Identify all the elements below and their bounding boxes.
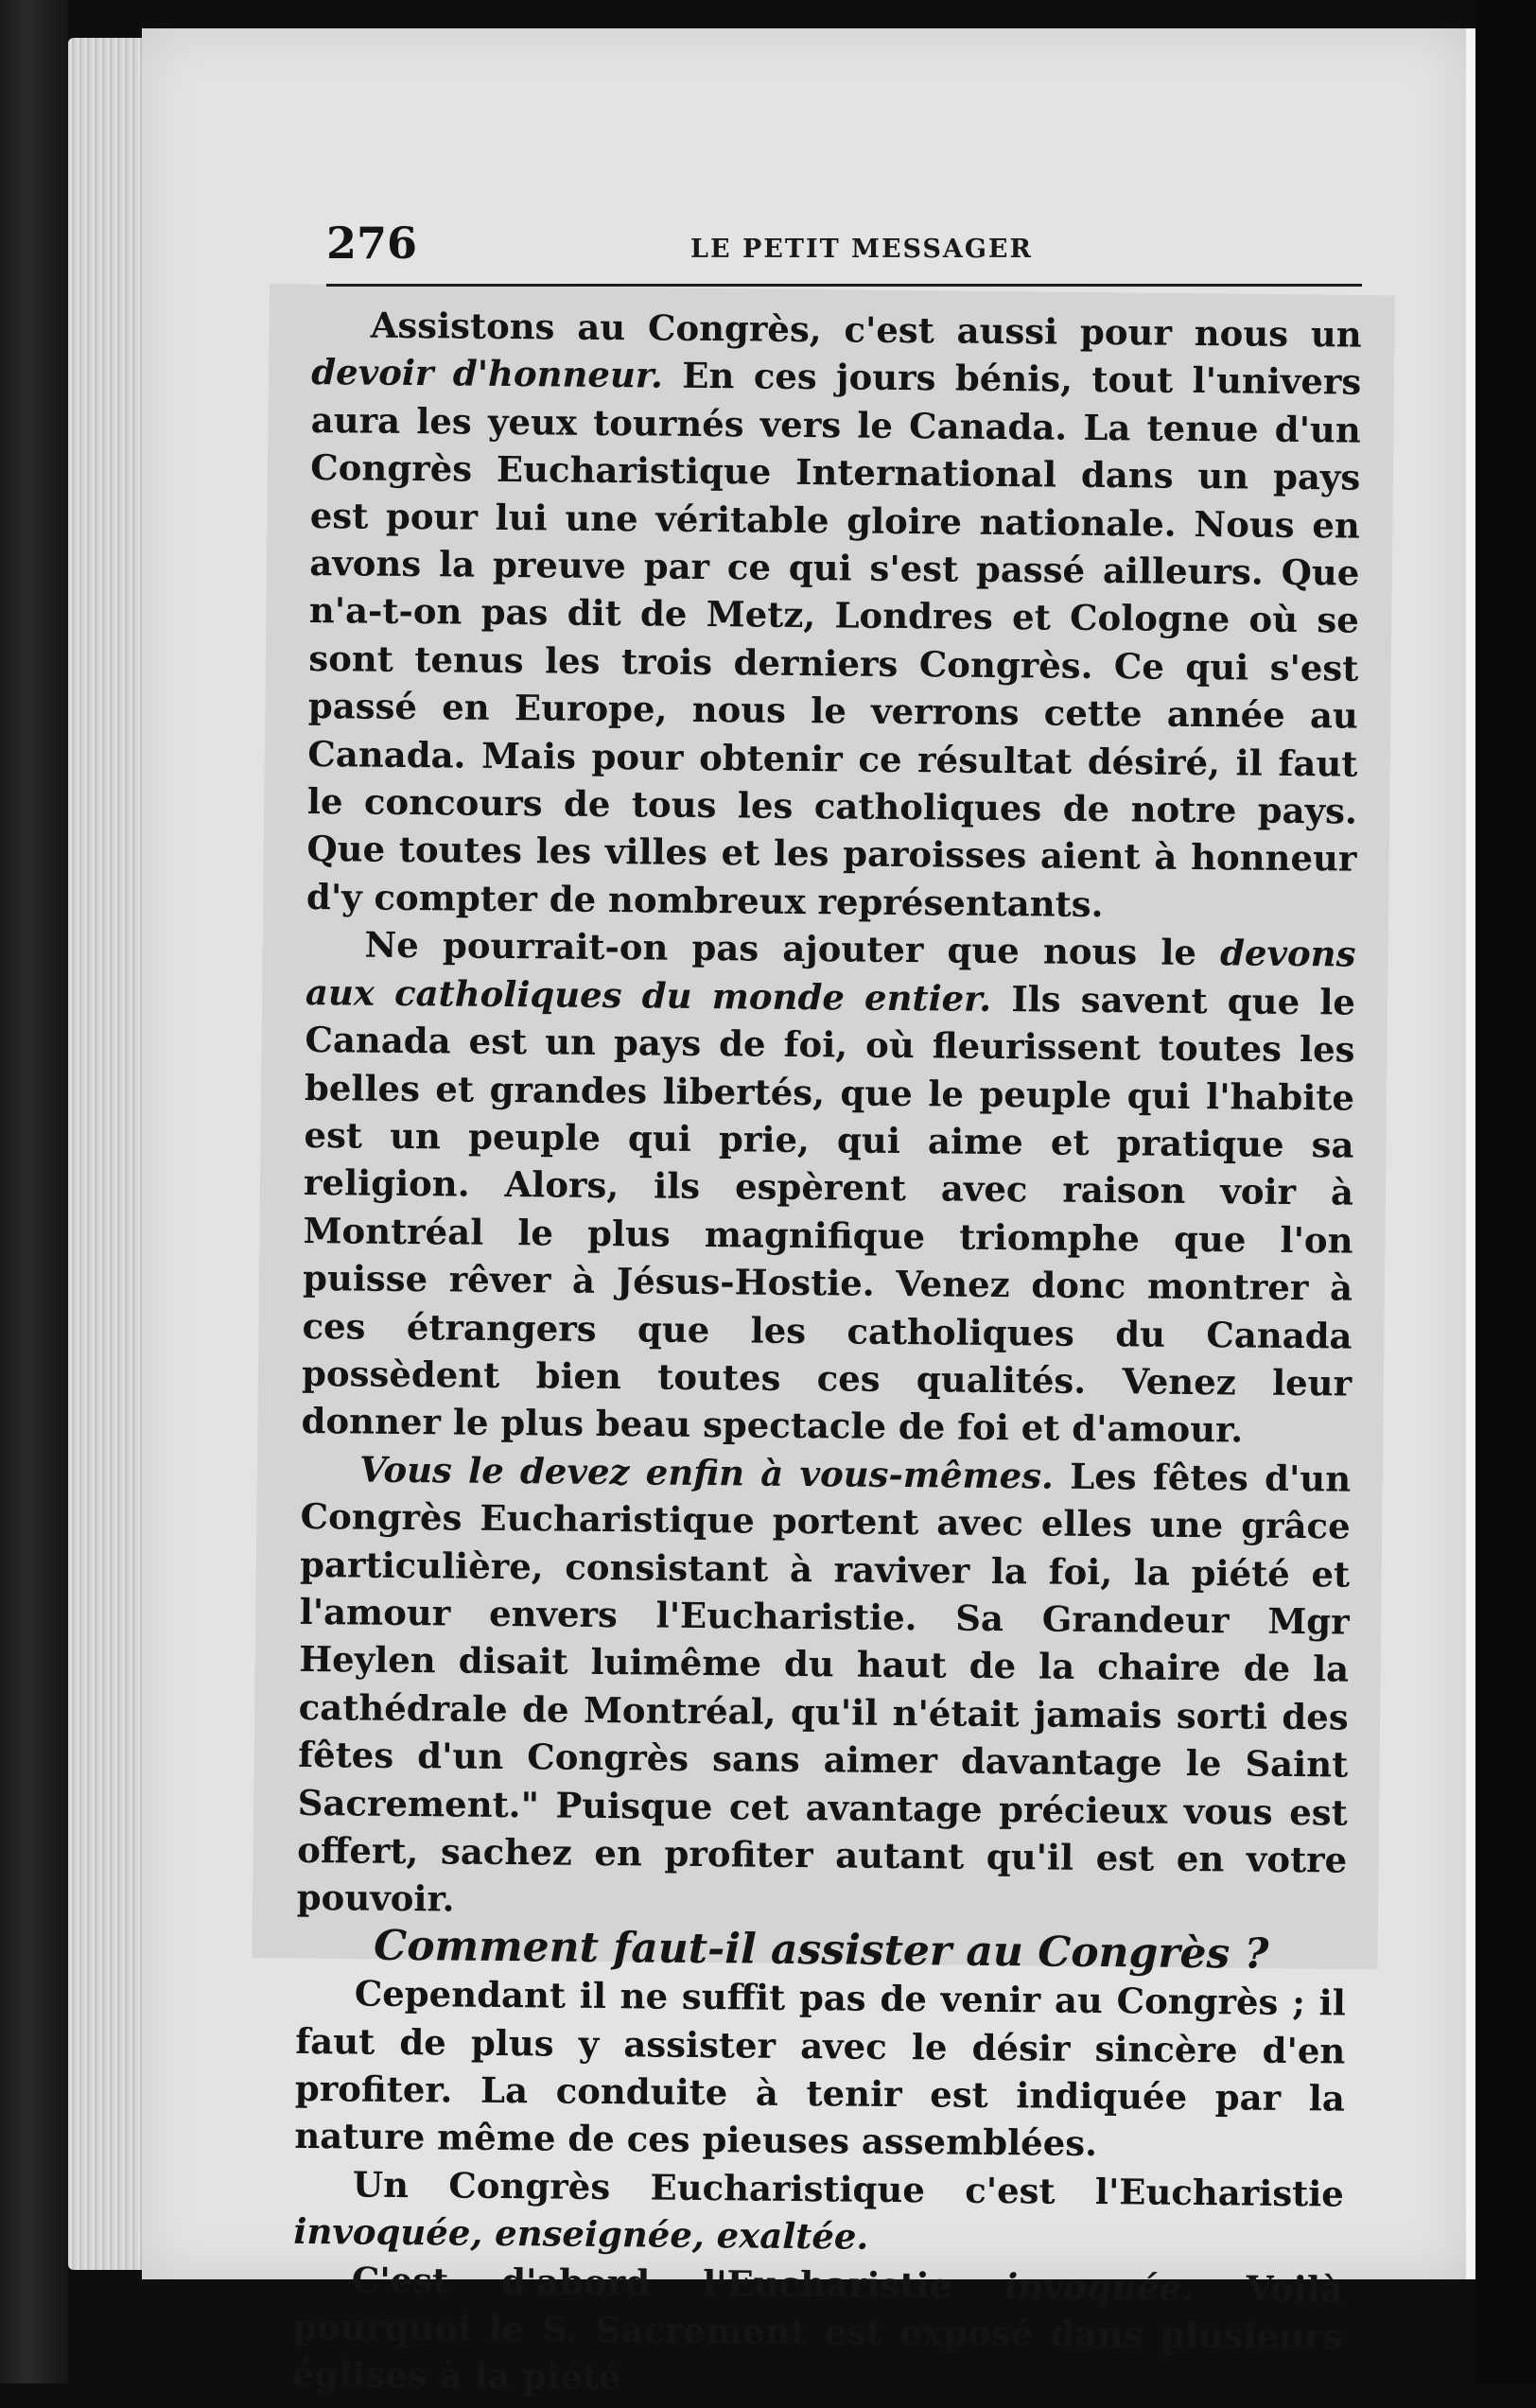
running-title: LE PETIT MESSAGER <box>690 235 1033 264</box>
paragraph-3: Vous le devez enfin à vous-mêmes. Les fêtes d'un Congrès Eucharistique portent avec elles une grâce particulière, consistant à raviver la foi, la piété et l'amour envers l'Eucharistie. Sa Grandeur Mgr Heylen disait luimême du haut de la chaire de la cathédrale de Montréal, qu'il n'était jamais sorti des fêtes d'un Congrès sans aimer davantage le Saint Sacrement." Puisque cet avantage précieux vous est offert, sachez en profiter autant qu'il est en votre pouvoir. <box>296 1448 1352 1920</box>
paragraph-4: Cependant il ne suffit pas de venir au Congrès ; il faut de plus y assister avec le désir sincère d'en profiter. La conduite à tenir est indiquée par la nature même de ces pieuses assemblées. <box>294 1972 1346 2165</box>
emphasis: invoquée, enseignée, exaltée. <box>293 2210 869 2258</box>
paragraph-6: C'est d'abord l'Eucharistie invoquée. Voilà pourquoi le S. Sacrement est exposé dans plusieurs églises à la piété <box>291 2259 1344 2399</box>
page-edges <box>68 38 153 2270</box>
emphasis: devons aux catholiques du monde entier. <box>305 932 1356 1020</box>
section-heading: Comment faut-il assister au Congrès ? <box>373 1921 1269 1979</box>
article-body <box>292 301 1362 2408</box>
emphasis: devoir d'honneur. <box>311 351 664 396</box>
paragraph-2: Ne pourrait-on pas ajouter que nous le devons aux catholiques du monde entier. Ils savent que le Canada est un pays de foi, où fleurissent toutes les belles et grandes libertés, que le peuple qui l'habite est un peuple qui prie, qui aime et pratique sa religion. Alors, ils espèrent avec raison voir à Montréal le plus magnifique triomphe que l'on puisse rêver à Jésus-Hostie. Venez donc montrer à ces étrangers que les catholiques du Canada possèdent bien toutes ces qualités. Venez leur donner le plus beau spectacle de foi et d'amour. <box>301 923 1356 1451</box>
page-number: 276 <box>326 218 418 269</box>
scan-background-right <box>1475 0 1536 2383</box>
emphasis: Vous le devez enfin à vous-mêmes. <box>358 1448 1055 1497</box>
paragraph-1: Assistons au Congrès, c'est aussi pour nous un devoir d'honneur. En ces jours bénis, tout l'univers aura les yeux tournés vers le Canada. La tenue d'un Congrès Eucharistique International dans un pays est pour lui une véritable gloire nationale. Nous en avons la preuve par ce qui s'est passé ailleurs. Que n'a-t-on pas dit de Metz, Londres et Cologne où se sont tenus les trois derniers Congrès. Ce qui s'est passé en Europe, nous le verrons cette année au Canada. Mais pour obtenir ce résultat désiré, il faut le concours de tous les catholiques de notre pays. Que toutes les villes et les paroisses aient à honneur d'y compter de nombreux représentants. <box>305 304 1362 925</box>
scan-background-left <box>0 0 68 2383</box>
paragraph-5: Un Congrès Eucharistique c'est l'Eucharistie invoquée, enseignée, exaltée. <box>293 2163 1345 2258</box>
page-header <box>326 218 1362 287</box>
emphasis: invoquée. <box>1004 2264 1195 2309</box>
